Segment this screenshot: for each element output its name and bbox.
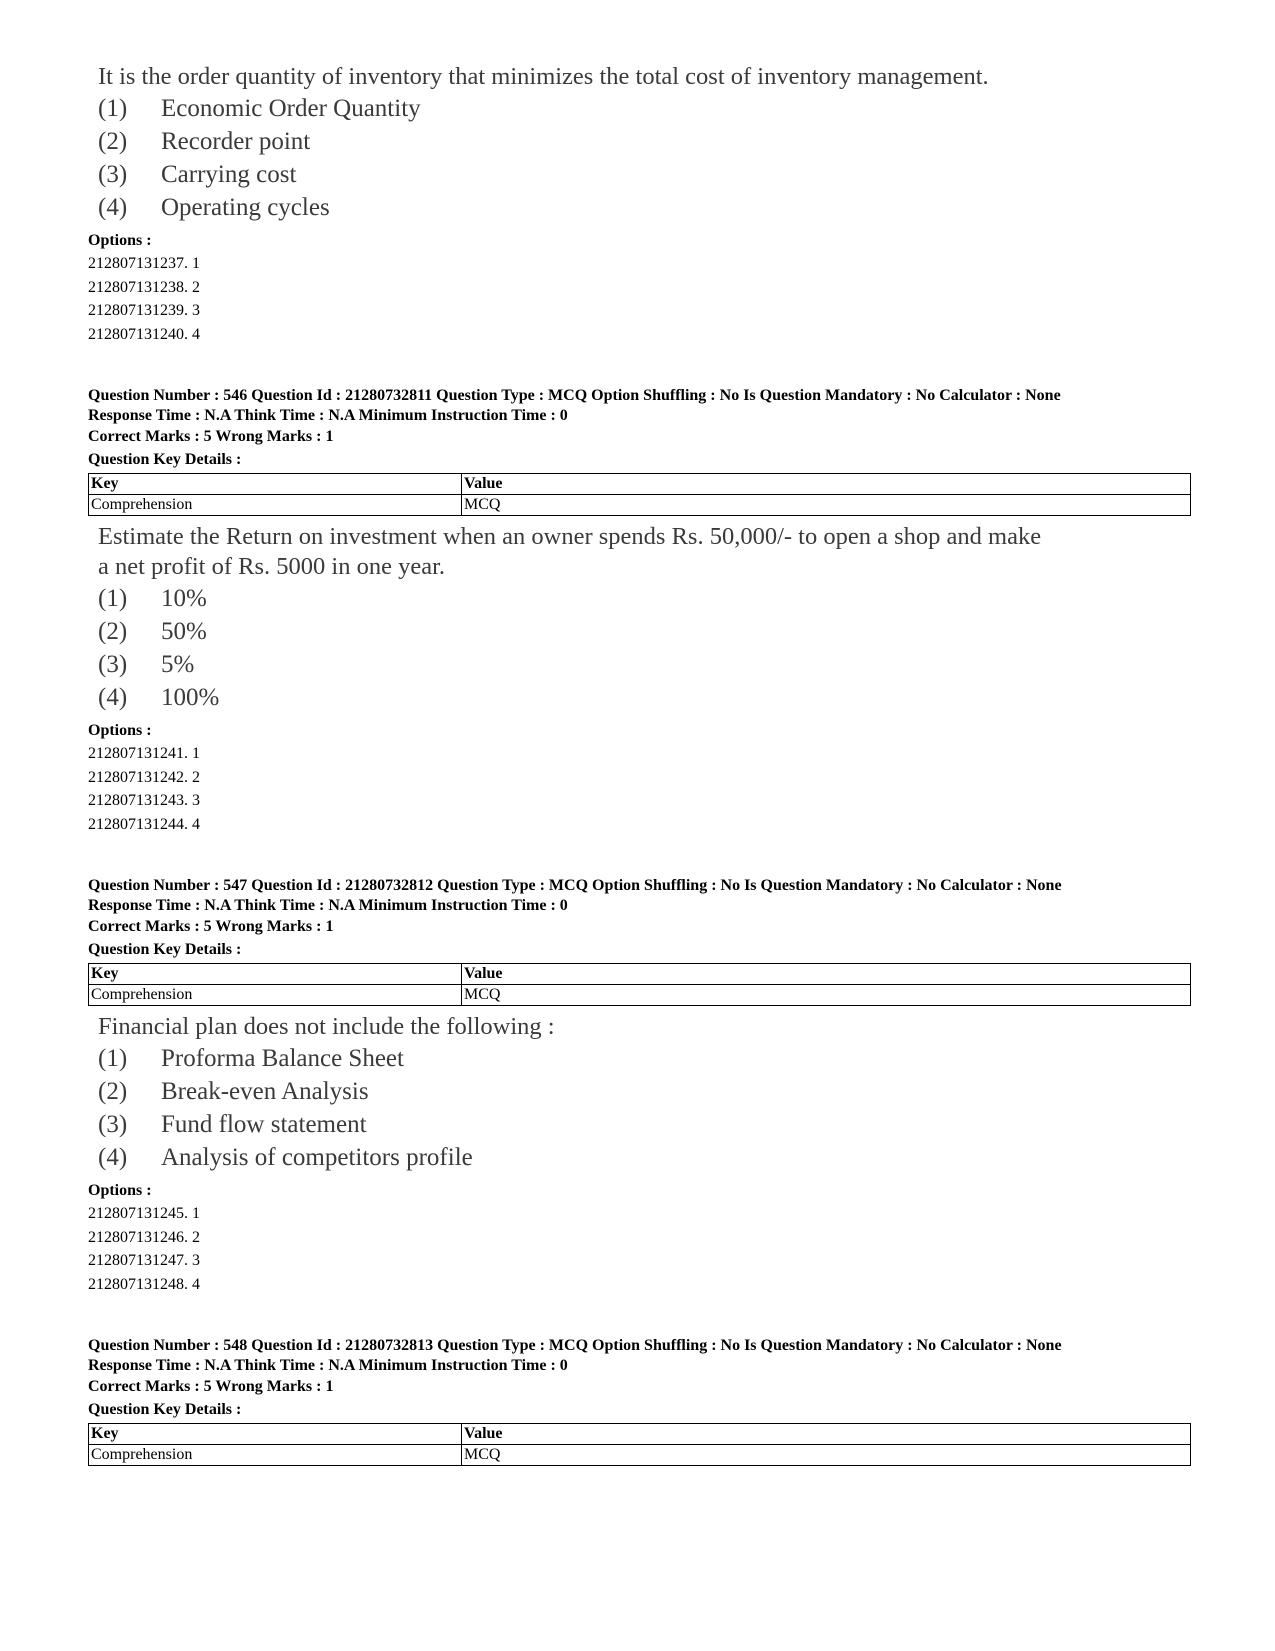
option-id: 212807131246. 2 — [88, 1228, 200, 1246]
question-stem: Estimate the Return on investment when an owner spends Rs. 50,000/- to open a shop and make — [98, 523, 1042, 550]
choice-4: (4) 100% — [98, 684, 220, 711]
table-header-value: Value — [462, 1424, 1191, 1445]
question-marks: Correct Marks : 5 Wrong Marks : 1 — [88, 428, 334, 445]
key-value-table — [88, 473, 1191, 516]
question-stem: It is the order quantity of inventory that minimizes the total cost of inventory management. — [98, 63, 989, 90]
question-546 — [88, 386, 1193, 836]
table-cell-key: Comprehension — [89, 495, 462, 516]
choice-3: (3) 5% — [98, 651, 195, 678]
question-stem: Financial plan does not include the following : — [98, 1013, 555, 1040]
key-details-title: Question Key Details : — [88, 941, 242, 958]
choice-2: (2) Recorder point — [98, 128, 311, 155]
choice-3: (3) Fund flow statement — [98, 1111, 367, 1138]
table-header-value: Value — [462, 474, 1191, 495]
question-image — [88, 62, 1193, 224]
key-details-title: Question Key Details : — [88, 1401, 242, 1418]
question-marks: Correct Marks : 5 Wrong Marks : 1 — [88, 918, 334, 935]
option-id: 212807131238. 2 — [88, 278, 200, 296]
choice-1: (1) 10% — [98, 585, 207, 612]
table-cell-value: MCQ — [462, 985, 1191, 1006]
question-marks: Correct Marks : 5 Wrong Marks : 1 — [88, 1378, 334, 1395]
table-header-key: Key — [89, 474, 462, 495]
question-timing: Response Time : N.A Think Time : N.A Minimum Instruction Time : 0 — [88, 406, 568, 424]
question-image — [88, 522, 1193, 714]
choice-1: (1) Proforma Balance Sheet — [98, 1045, 404, 1072]
choice-4: (4) Analysis of competitors profile — [98, 1144, 473, 1171]
option-id: 212807131243. 3 — [88, 792, 200, 809]
key-value-table — [88, 1423, 1191, 1466]
table-header-key: Key — [89, 964, 462, 985]
question-meta: Question Number : 548 Question Id : 21280732813 Question Type : MCQ Option Shuffling : No Is Question Mandatory : No Calculator : None — [88, 1337, 1062, 1354]
option-id: 212807131242. 2 — [88, 768, 200, 786]
question-stem-continued: a net profit of Rs. 5000 in one year. — [98, 553, 446, 580]
key-details-title: Question Key Details : — [88, 451, 242, 468]
choice-2: (2) Break-even Analysis — [98, 1078, 369, 1105]
table-header-key: Key — [89, 1424, 462, 1445]
question-548 — [88, 1336, 1193, 1466]
option-id: 212807131237. 1 — [88, 255, 200, 272]
document-page — [88, 62, 1193, 1472]
question-timing: Response Time : N.A Think Time : N.A Minimum Instruction Time : 0 — [88, 1356, 568, 1374]
option-id: 212807131248. 4 — [88, 1275, 200, 1293]
choice-2: (2) 50% — [98, 618, 207, 645]
question-meta: Question Number : 547 Question Id : 21280732812 Question Type : MCQ Option Shuffling : No Is Question Mandatory : No Calculator : None — [88, 877, 1062, 894]
option-id: 212807131245. 1 — [88, 1205, 200, 1222]
table-cell-key: Comprehension — [89, 1445, 462, 1466]
table-header-value: Value — [462, 964, 1191, 985]
table-cell-key: Comprehension — [89, 985, 462, 1006]
key-value-table — [88, 963, 1191, 1006]
choice-4: (4) Operating cycles — [98, 194, 330, 221]
option-id: 212807131240. 4 — [88, 325, 200, 343]
option-id: 212807131241. 1 — [88, 745, 200, 762]
choice-3: (3) Carrying cost — [98, 161, 297, 188]
option-id: 212807131244. 4 — [88, 815, 200, 833]
option-id: 212807131247. 3 — [88, 1252, 200, 1269]
options-title: Options : — [88, 232, 152, 249]
table-cell-value: MCQ — [462, 1445, 1191, 1466]
question-image — [88, 1012, 1193, 1174]
option-id: 212807131239. 3 — [88, 302, 200, 319]
table-cell-value: MCQ — [462, 495, 1191, 516]
question-meta: Question Number : 546 Question Id : 21280732811 Question Type : MCQ Option Shuffling : No Is Question Mandatory : No Calculator : None — [88, 387, 1061, 404]
options-title: Options : — [88, 722, 152, 739]
question-545 — [88, 62, 1193, 346]
question-timing: Response Time : N.A Think Time : N.A Minimum Instruction Time : 0 — [88, 896, 568, 914]
choice-1: (1) Economic Order Quantity — [98, 95, 421, 122]
options-title: Options : — [88, 1182, 152, 1199]
question-547 — [88, 876, 1193, 1296]
